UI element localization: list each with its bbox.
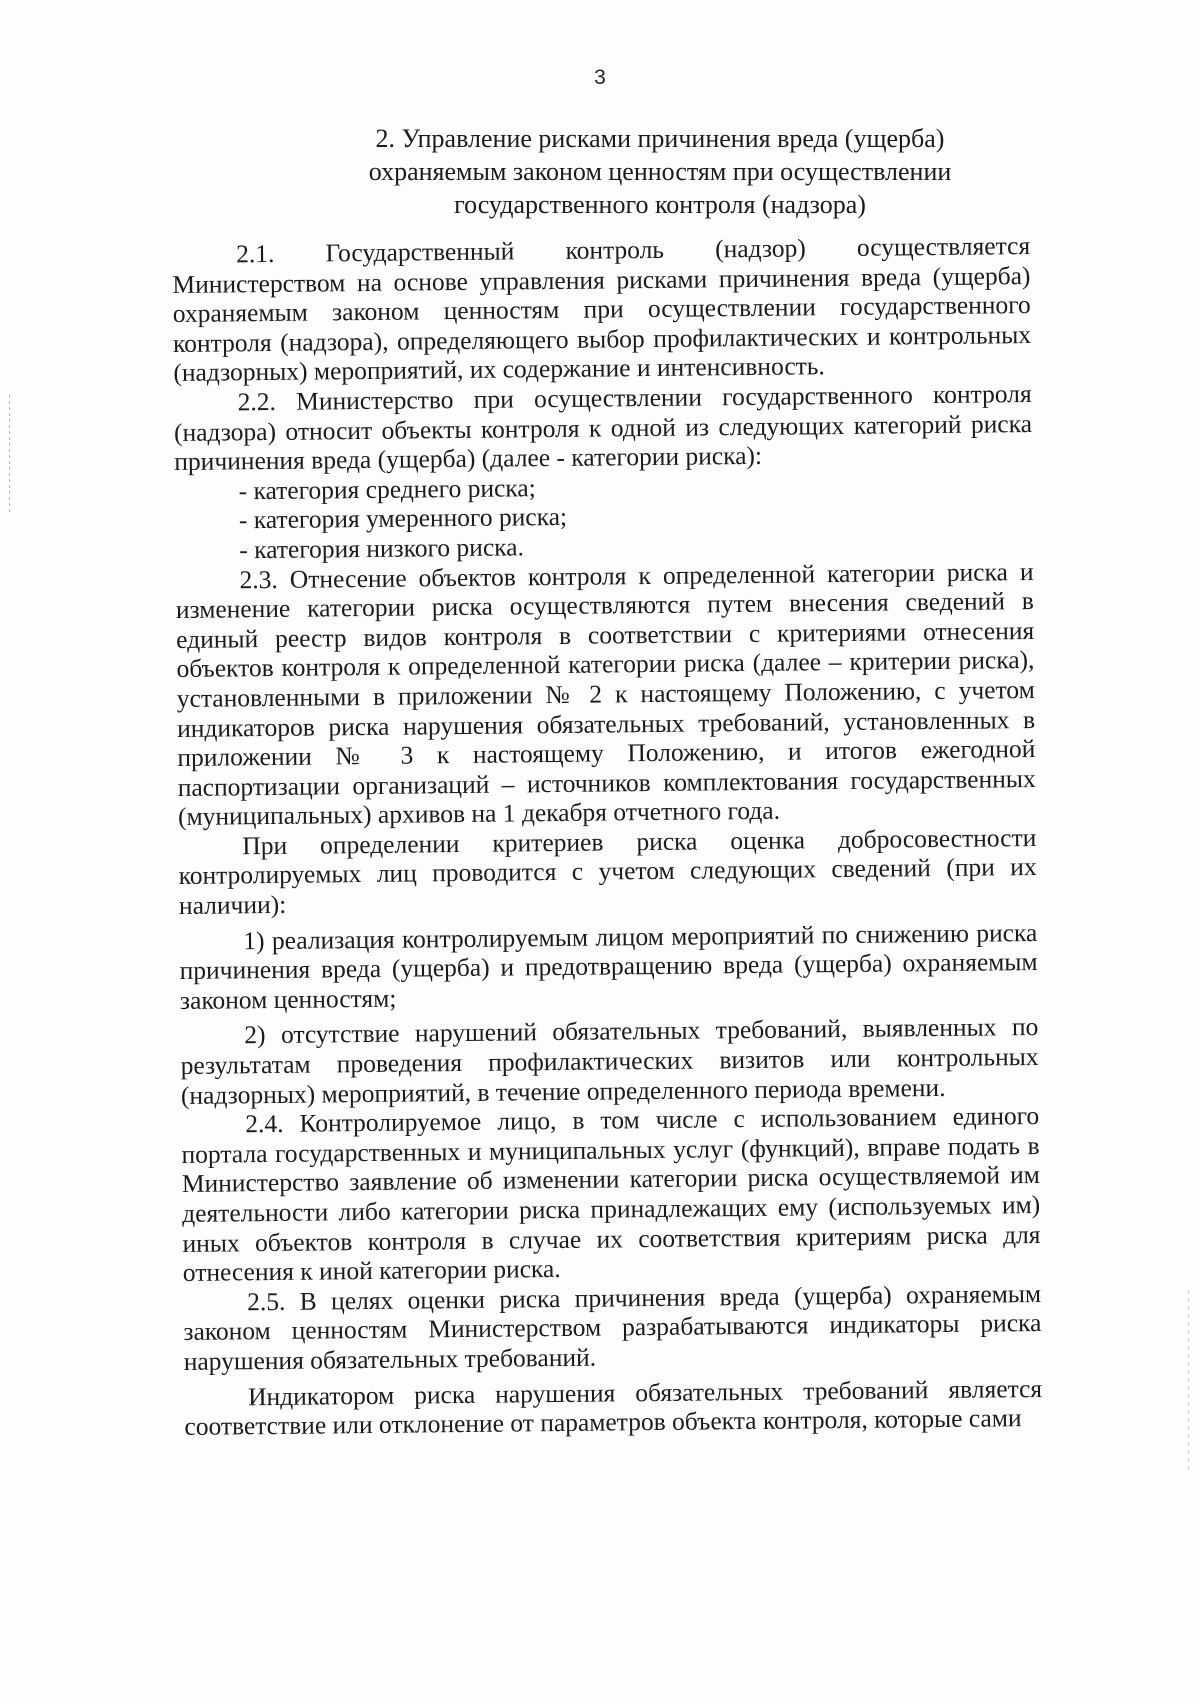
paragraph-2-2: 2.2. Министерство при осуществлении государственного контроля (надзора) относит объекты контроля к одной из следующих категорий риска причинения вреда (ущерба) (далее - категории риска): bbox=[173, 378, 1033, 477]
section-heading bbox=[270, 122, 1050, 221]
list-item-low-risk: - категория низкого риска. bbox=[239, 532, 525, 565]
paragraph-item-2: 2) отсутствие нарушений обязательных требований, выявленных по результатам проведения профилактических визитов или контрольных (надзорных) мероприятий, в течение определенного периода времени. bbox=[180, 1012, 1039, 1110]
paragraph-item-1: 1) реализация контролируемым лицом мероприятий по снижению риска причинения вреда (ущерба) и предотвращению вреда (ущерба) охраняемым законом ценностям; bbox=[179, 917, 1038, 1015]
paragraph-2-4: 2.4. Контролируемое лицо, в том числе с использованием единого портала государственных и муниципальных услуг (функций), вправе подать в Министерство заявление об изменении категории риска осуществляемой им деятельности либо категории риска принадлежащих ему (используемых им) иных объектов контроля в случае их соответствия критериям риска для отнесения к иной категории риска. bbox=[181, 1101, 1041, 1288]
scan-artifact-right bbox=[1188, 1290, 1189, 1470]
paragraph-2-3: 2.3. Отнесение объектов контроля к определенной категории риска и изменение категории риска осуществляются путем внесения сведений в единый реестр видов контроля в соответствии с критериями отнесения объектов контроля к определенной категории риска (далее – критерии риска), установленными в приложении № 2 к настоящему Положению, с учетом индикаторов риска нарушения обязательных требований, установленных в приложении № 3 к настоящему Положению, и итогов ежегодной паспортизации организаций – источников комплектования государственных (муниципальных) архивов на 1 декабря отчетного года. bbox=[175, 556, 1036, 832]
heading-line-2: охраняемым законом ценностям при осуществлении bbox=[368, 157, 952, 186]
list-item-moderate-risk: - категория умеренного риска; bbox=[238, 502, 568, 535]
list-item-medium-risk: - категория среднего риска; bbox=[238, 472, 536, 506]
paragraph-criteria: При определении критериев риска оценка добросовестности контролируемых лиц проводится с учетом следующих сведений (при их наличии): bbox=[178, 822, 1037, 921]
heading-line-1: 2. Управление рисками причинения вреда (ущерба) bbox=[375, 124, 945, 153]
heading-line-3: государственного контроля (надзора) bbox=[454, 190, 866, 219]
page-number: 3 bbox=[594, 66, 606, 89]
paragraph-2-5: 2.5. В целях оценки риска причинения вреда (ущерба) охраняемым законом ценностям Министерством разрабатываются индикаторы риска нарушения обязательных требований. bbox=[183, 1278, 1042, 1376]
scan-artifact-left bbox=[9, 395, 10, 515]
paragraph-2-1: 2.1. Государственный контроль (надзор) осуществляется Министерством на основе управления рисками причинения вреда (ущерба) охраняемым законом ценностям при осуществлении государственного контроля (надзора), определяющего выбор профилактических и контрольных (надзорных) мероприятий, их содержание и интенсивность. bbox=[172, 231, 1032, 388]
paragraph-indicator: Индикатором риска нарушения обязательных требований является соответствие или отклонение от параметров объекта контроля, которые сами bbox=[184, 1373, 1043, 1442]
document-body bbox=[172, 231, 1043, 1442]
